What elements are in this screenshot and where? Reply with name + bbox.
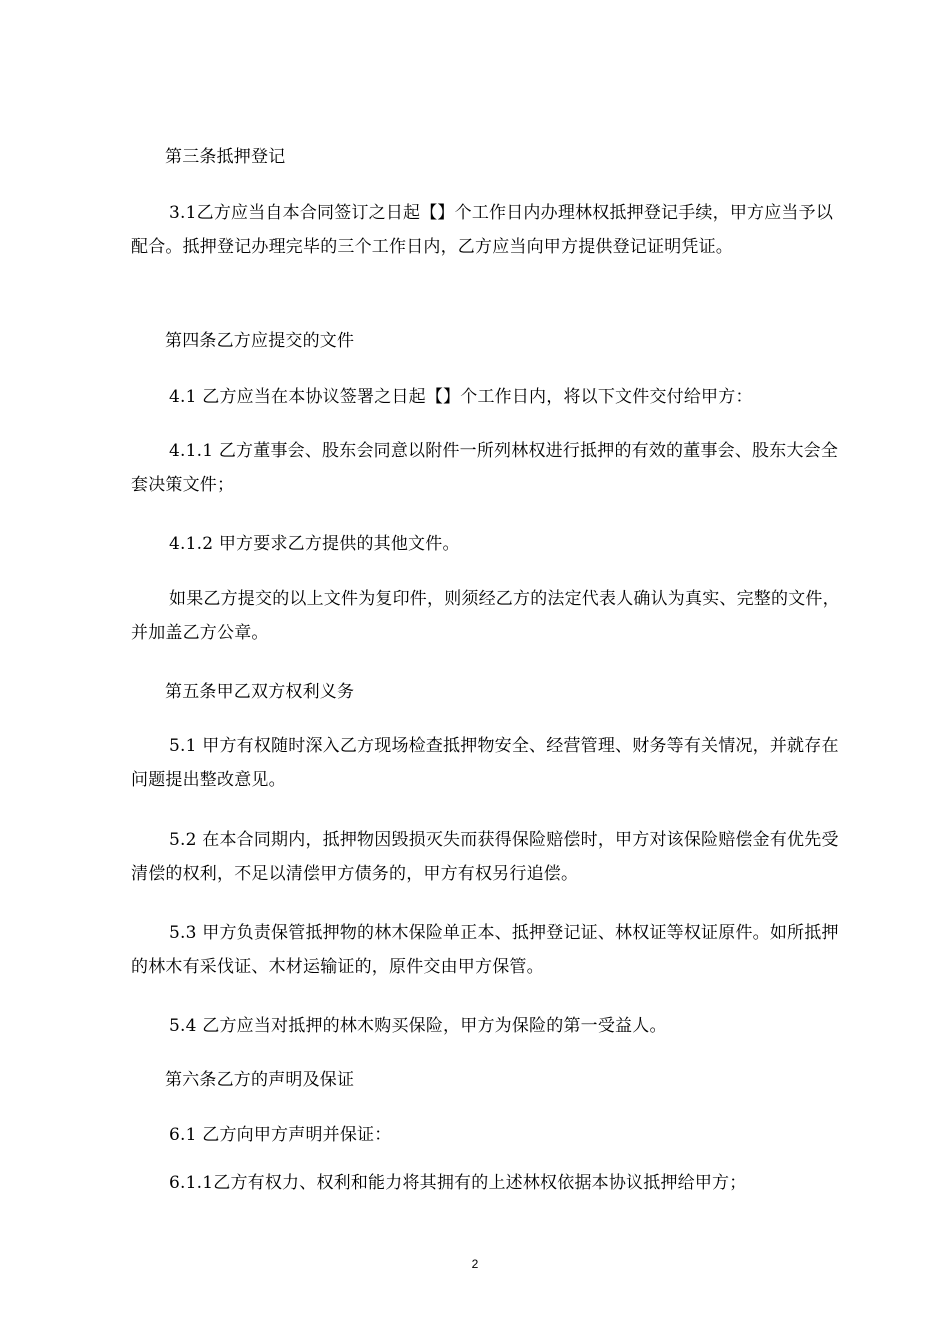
copy-requirement-paragraph: 如果乙方提交的以上文件为复印件，则须经乙方的法定代表人确认为真实、完整的文件，并加盖乙方公章。 [131,589,840,643]
page-number: 2 [471,1257,479,1271]
clause-6-1: 6.1 乙方向甲方声明并保证： [169,1125,392,1145]
clause-4-1-1: 4.1.1 乙方董事会、股东会同意以附件一所列林权进行抵押的有效的董事会、股东大会全套决策文件； [131,441,839,495]
clause-4-1: 4.1 乙方应当在本协议签署之日起【】个工作日内，将以下文件交付给甲方： [169,387,753,407]
clause-3-1: 3.1乙方应当自本合同签订之日起【】个工作日内办理林权抵押登记手续，甲方应当予以配合。抵押登记办理完毕的三个工作日内，乙方应当向甲方提供登记证明凭证。 [131,203,834,257]
section-heading-5: 第五条甲乙双方权利义务 [165,682,355,702]
clause-6-1-1: 6.1.1乙方有权力、权利和能力将其拥有的上述林权依据本协议抵押给甲方； [169,1173,747,1193]
clause-5-1: 5.1 甲方有权随时深入乙方现场检查抵押物安全、经营管理、财务等有关情况，并就存在问题提出整改意见。 [131,736,839,790]
section-heading-4: 第四条乙方应提交的文件 [165,331,355,351]
clause-5-3: 5.3 甲方负责保管抵押物的林木保险单正本、抵押登记证、林权证等权证原件。如所抵押的林木有采伐证、木材运输证的，原件交由甲方保管。 [131,923,839,977]
clause-5-4: 5.4 乙方应当对抵押的林木购买保险，甲方为保险的第一受益人。 [169,1016,667,1036]
clause-5-2: 5.2 在本合同期内，抵押物因毁损灭失而获得保险赔偿时，甲方对该保险赔偿金有优先受清偿的权利，不足以清偿甲方债务的，甲方有权另行追偿。 [131,830,839,884]
clause-4-1-2: 4.1.2 甲方要求乙方提供的其他文件。 [169,534,460,554]
section-heading-6: 第六条乙方的声明及保证 [165,1070,355,1090]
section-heading-3: 第三条抵押登记 [165,147,286,167]
